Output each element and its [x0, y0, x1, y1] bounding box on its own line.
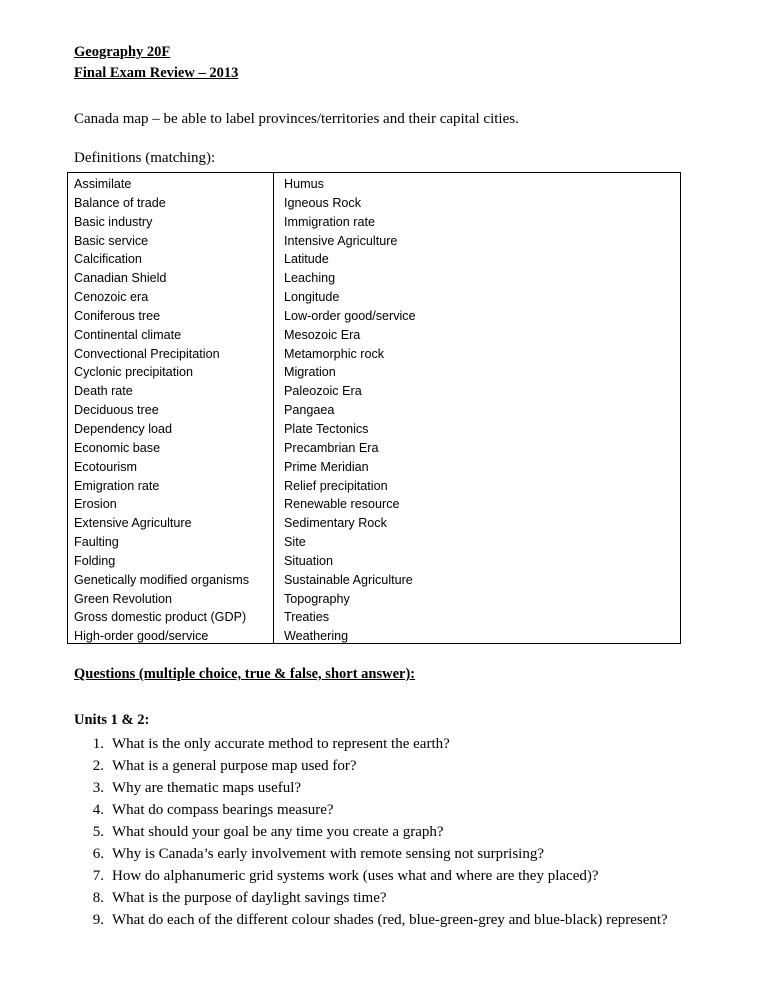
definition-term: Immigration rate	[284, 214, 375, 229]
intro-text: Canada map – be able to label provinces/territories and their capital cities.	[74, 111, 519, 127]
definition-term: Treaties	[284, 610, 330, 625]
definition-term: Relief precipitation	[284, 478, 388, 493]
question-item	[74, 865, 714, 887]
question-number: 1.	[92, 736, 104, 752]
definition-term: Economic base	[74, 440, 161, 455]
question-item	[74, 909, 714, 931]
definition-term: Precambrian Era	[284, 440, 379, 455]
definition-term: Site	[284, 535, 306, 550]
definition-term: Cyclonic precipitation	[74, 365, 193, 380]
question-item	[74, 843, 714, 865]
definition-term: Green Revolution	[74, 591, 173, 606]
definitions-heading: Definitions (matching):	[74, 150, 216, 166]
definition-term: Basic service	[74, 233, 149, 248]
question-number: 2.	[92, 758, 104, 774]
definition-term: Sedimentary Rock	[284, 516, 387, 531]
definition-term: Faulting	[74, 535, 119, 550]
definition-term: Continental climate	[74, 327, 182, 342]
question-text: What is a general purpose map used for?	[112, 758, 357, 774]
definition-term: Basic industry	[74, 214, 153, 229]
definition-term: Weathering	[284, 629, 349, 644]
definition-term: Renewable resource	[284, 497, 400, 512]
definition-term: Deciduous tree	[74, 403, 159, 418]
definition-term: Assimilate	[74, 177, 132, 191]
unit-heading: Units 1 & 2:	[74, 712, 150, 728]
definition-term: Dependency load	[74, 421, 173, 436]
question-text: What do compass bearings measure?	[112, 802, 334, 818]
question-number: 4.	[92, 802, 104, 818]
definition-term: Canadian Shield	[74, 271, 167, 286]
definition-term: Coniferous tree	[74, 308, 161, 323]
definition-term: Emigration rate	[74, 478, 160, 493]
question-item	[74, 755, 714, 777]
definition-term: Pangaea	[284, 403, 335, 418]
definitions-right-column	[284, 175, 416, 646]
definition-term: Balance of trade	[74, 195, 166, 210]
question-item	[74, 799, 714, 821]
definition-term: Cenozoic era	[74, 290, 149, 305]
question-item	[74, 733, 714, 755]
definition-term: Humus	[284, 177, 324, 191]
exam-title: Final Exam Review – 2013	[74, 65, 239, 81]
definition-term: Calcification	[74, 252, 142, 267]
definitions-table	[67, 172, 681, 644]
definition-term: Topography	[284, 591, 350, 606]
definition-term: Plate Tectonics	[284, 421, 369, 436]
definition-term: Leaching	[284, 271, 336, 286]
definition-term: Low-order good/service	[284, 308, 416, 323]
question-text: What do each of the different colour shades (red, blue-green-grey and blue-black) represent?	[112, 912, 668, 928]
question-text: What is the purpose of daylight savings time?	[112, 890, 387, 906]
definition-term: Longitude	[284, 290, 340, 305]
definition-term: Ecotourism	[74, 459, 137, 474]
definition-term: Intensive Agriculture	[284, 233, 398, 248]
questions-heading: Questions (multiple choice, true & false, short answer):	[74, 666, 416, 682]
question-text: Why is Canada’s early involvement with remote sensing not surprising?	[112, 846, 544, 862]
definition-term: Migration	[284, 365, 336, 380]
definition-term: Erosion	[74, 497, 117, 512]
question-item	[74, 887, 714, 909]
question-number: 5.	[92, 824, 104, 840]
question-number: 7.	[92, 868, 104, 884]
definition-term: Extensive Agriculture	[74, 516, 192, 531]
question-item	[74, 821, 714, 843]
definition-term: Sustainable Agriculture	[284, 572, 413, 587]
definition-term: Metamorphic rock	[284, 346, 385, 361]
question-number: 9.	[92, 912, 104, 928]
definition-term: Igneous Rock	[284, 195, 362, 210]
definition-term: Genetically modified organisms	[74, 572, 249, 587]
definition-term: Latitude	[284, 252, 329, 267]
table-divider	[273, 173, 274, 643]
definition-term: High-order good/service	[74, 629, 209, 644]
definition-term: Prime Meridian	[284, 459, 369, 474]
question-number: 6.	[92, 846, 104, 862]
question-text: How do alphanumeric grid systems work (uses what and where are they placed)?	[112, 868, 599, 884]
definition-term: Death rate	[74, 384, 133, 399]
definition-term: Paleozoic Era	[284, 384, 362, 399]
question-number: 8.	[92, 890, 104, 906]
question-text: Why are thematic maps useful?	[112, 780, 302, 796]
definitions-left-column	[74, 175, 249, 646]
question-text: What is the only accurate method to represent the earth?	[112, 736, 450, 752]
definition-term: Gross domestic product (GDP)	[74, 610, 247, 625]
question-item	[74, 777, 714, 799]
definition-term: Situation	[284, 553, 334, 568]
question-text: What should your goal be any time you create a graph?	[112, 824, 444, 840]
definition-term: Convectional Precipitation	[74, 346, 220, 361]
definition-term: Folding	[74, 553, 116, 568]
question-number: 3.	[92, 780, 104, 796]
definition-term: Mesozoic Era	[284, 327, 361, 342]
course-title: Geography 20F	[74, 44, 171, 60]
question-list	[74, 733, 714, 931]
